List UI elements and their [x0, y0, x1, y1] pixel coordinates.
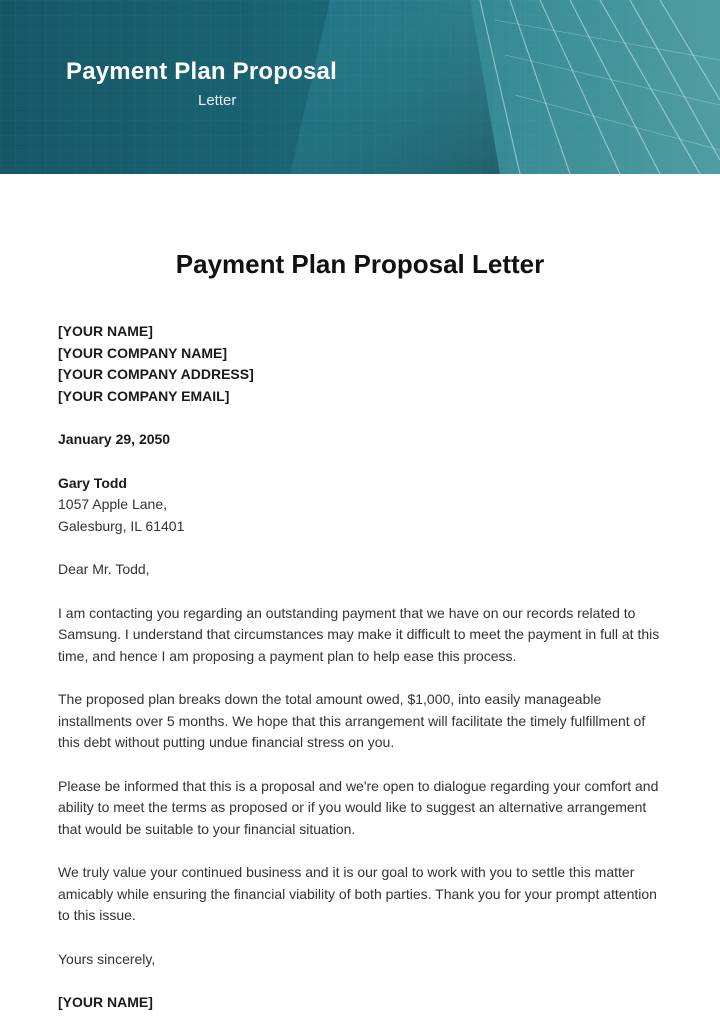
sender-block [58, 321, 668, 407]
sender-address: [YOUR COMPANY ADDRESS] [58, 366, 254, 382]
sender-name: [YOUR NAME] [58, 323, 153, 339]
paragraph-1: I am contacting you regarding an outstanding payment that we have on our records related to Samsung. I understand that circumstances may make it difficult to meet the payment in full at this time, and hence I am proposing a payment plan to help ease this process. [58, 604, 660, 664]
closing: Yours sincerely, [58, 950, 156, 967]
building-background-graphic [0, 0, 720, 174]
header-banner [0, 0, 720, 174]
sender-company: [YOUR COMPANY NAME] [58, 344, 228, 361]
paragraph-4: We truly value your continued business and it is our goal to work with you to settle this matter amicably while ensuring the financial viability of both parties. Thank you for your prompt attention to this issue. [58, 864, 657, 923]
recipient-city: Galesburg, IL 61401 [58, 517, 185, 534]
document-title: Payment Plan Proposal Letter [175, 249, 545, 279]
paragraph-2: The proposed plan breaks down the total amount owed, $1,000, into easily manageable installments over 5 months. We hope that this arrangement will facilitate the timely fulfillment of this debt without putting undue financial stress on you. [58, 691, 646, 750]
recipient-block [58, 473, 668, 538]
salutation: Dear Mr. Todd, [58, 561, 150, 577]
banner-title: Payment Plan Proposal [66, 58, 337, 85]
paragraph-3: Please be informed that this is a proposal and we're open to dialogue regarding your comfort and ability to meet the terms as proposed or if you would like to suggest an alternative arrangement that would be suitable to your financial situation. [58, 777, 659, 837]
recipient-street: 1057 Apple Lane, [58, 496, 167, 512]
letter-body [58, 321, 668, 1014]
signature-name: [YOUR NAME] [58, 994, 153, 1010]
banner-subtitle: Letter [198, 92, 237, 109]
sender-email: [YOUR COMPANY EMAIL] [58, 387, 230, 404]
letter-date: January 29, 2050 [58, 431, 171, 447]
recipient-name: Gary Todd [58, 474, 127, 491]
